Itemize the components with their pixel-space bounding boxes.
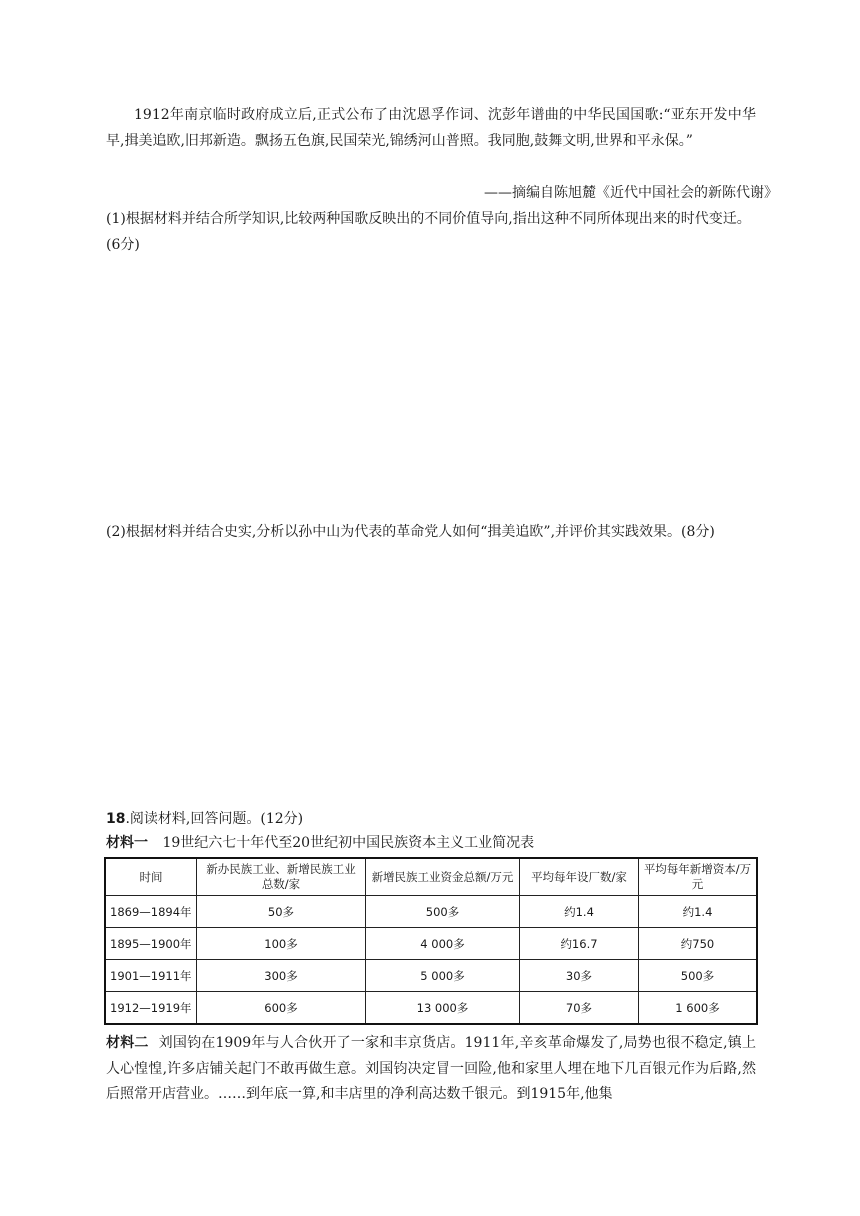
material-2-label: 材料二 <box>106 1035 149 1051</box>
header-cell: 平均每年新增资本/万元 <box>639 858 758 896</box>
table-cell: 600多 <box>197 992 366 1025</box>
table-cell: 1895—1900年 <box>105 928 197 960</box>
question-2-text: (2)根据材料并结合史实,分析以孙中山为代表的革命党人如何“揖美追欧”,并评价其实践效果。(8分) <box>106 524 715 540</box>
table-cell: 约1.4 <box>520 896 639 928</box>
table-cell: 13 000多 <box>366 992 520 1025</box>
industry-table <box>104 857 758 1025</box>
table-cell: 5 000多 <box>366 960 520 992</box>
header-cell: 新办民族工业、新增民族工业总数/家 <box>197 858 366 896</box>
question-18-heading <box>106 808 756 828</box>
question-18-number: 18 <box>106 811 126 827</box>
header-cell: 新增民族工业资金总额/万元 <box>366 858 520 896</box>
table-cell: 约750 <box>639 928 758 960</box>
table-caption: 19世纪六七十年代至20世纪初中国民族资本主义工业简况表 <box>162 835 535 851</box>
table-cell: 1901—1911年 <box>105 960 197 992</box>
table-cell: 300多 <box>197 960 366 992</box>
table-cell: 4 000多 <box>366 928 520 960</box>
table-cell: 100多 <box>197 928 366 960</box>
table-cell: 约16.7 <box>520 928 639 960</box>
material-1-caption <box>106 832 756 852</box>
material-2 <box>106 1031 756 1108</box>
table-cell: 500多 <box>366 896 520 928</box>
material-1-label: 材料一 <box>106 835 148 851</box>
table-cell: 1869—1894年 <box>105 896 197 928</box>
table-row <box>105 896 757 928</box>
question-1-text: (1)根据材料并结合所学知识,比较两种国歌反映出的不同价值导向,指出这种不同所体现出来的时代变迁。(6分) <box>106 211 751 253</box>
material-intro <box>106 103 756 154</box>
table-cell: 70多 <box>520 992 639 1025</box>
table-cell: 50多 <box>197 896 366 928</box>
table-header-row <box>105 858 757 896</box>
question-18-title: .阅读材料,回答问题。(12分) <box>125 811 304 827</box>
table-row <box>105 992 757 1025</box>
table-cell: 1912—1919年 <box>105 992 197 1025</box>
table-cell: 约1.4 <box>639 896 758 928</box>
source-citation: ——摘编自陈旭麓《近代中国社会的新陈代谢》 <box>484 185 778 201</box>
anthem-paragraph: 1912年南京临时政府成立后,正式公布了由沈恩孚作词、沈彭年谱曲的中华民国国歌:“亚东开发中华早,揖美追欧,旧邦新造。飘扬五色旗,民国荣光,锦绣河山普照。我同胞,鼓舞文明,世界和平永保。” <box>106 107 756 149</box>
header-cell: 时间 <box>105 858 197 896</box>
table-cell: 1 600多 <box>639 992 758 1025</box>
table-cell: 30多 <box>520 960 639 992</box>
table-row <box>105 960 757 992</box>
question-2 <box>106 520 766 546</box>
question-1 <box>106 207 756 258</box>
table-cell: 500多 <box>639 960 758 992</box>
material-2-text: 刘国钧在1909年与人合伙开了一家和丰京货店。1911年,辛亥革命爆发了,局势也很不稳定,镇上人心惶惶,许多店铺关起门不敢再做生意。刘国钧决定冒一回险,他和家里人埋在地下几百银元作为后路,然后照常开店营业。……到年底一算,和丰店里的净利高达数千银元。到1915年,他集 <box>106 1035 756 1102</box>
header-cell: 平均每年设厂数/家 <box>520 858 639 896</box>
material-2-paragraph <box>106 1031 756 1108</box>
table-row <box>105 928 757 960</box>
